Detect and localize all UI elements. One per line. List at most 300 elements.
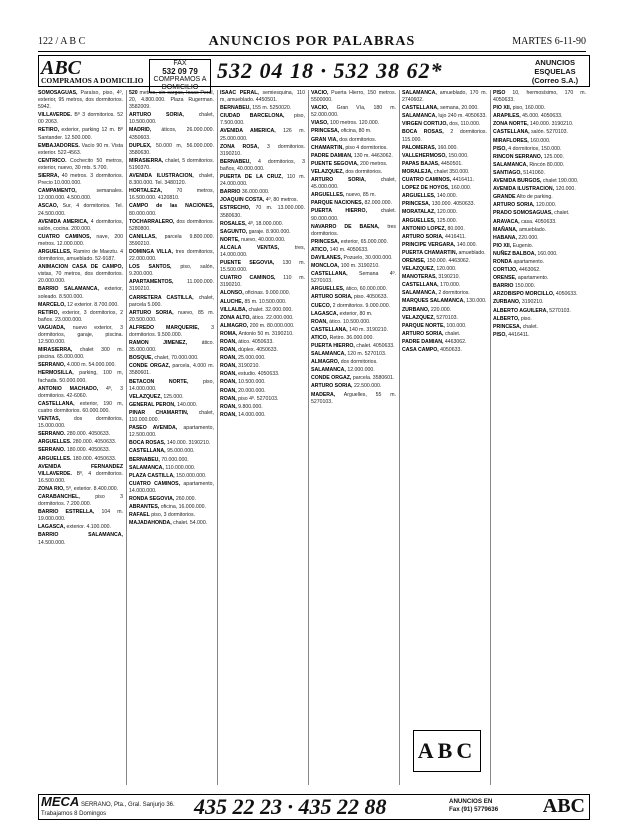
ad-text: dos, 110.000. — [449, 121, 481, 128]
column-divider — [126, 90, 127, 785]
ad-text: chalet. 32.000.000. — [248, 306, 293, 313]
ad-entry — [38, 416, 123, 430]
ad-heading: ARTURO SORIA, — [311, 177, 366, 184]
ad-heading: CENTRICO. — [38, 157, 67, 164]
ad-entry — [220, 355, 305, 362]
ad-text: Sur, 4 dormitorios. Tel. 24.500.000. — [38, 203, 123, 217]
ad-heading: CASTELLANA, — [402, 282, 439, 289]
ad-entry — [493, 162, 586, 169]
ad-entry — [402, 234, 487, 241]
ad-heading: PUENTE SEGOVIA, — [220, 260, 275, 267]
ad-text: 4050633. — [440, 347, 462, 353]
ad-entry — [129, 158, 214, 172]
ad-entry — [493, 291, 586, 298]
ad-heading: PAPAS BAJAS, — [402, 160, 440, 167]
ad-entry — [129, 173, 214, 187]
ad-text: chalet. 54.000. — [173, 520, 208, 527]
ad-entry — [493, 170, 586, 177]
ad-heading: ALCALA VENTAS, — [220, 244, 280, 251]
ad-entry — [311, 169, 396, 176]
fax-note: COMPRAMOS A DOMICILIO — [153, 76, 207, 91]
ad-text: parking, 100 m, fachada. 50.000.000. — [38, 370, 123, 384]
ad-heading: BARRIO — [493, 283, 514, 290]
ad-text: parcela. 3580601. — [352, 375, 395, 382]
ad-text: piso. — [520, 315, 532, 322]
ad-text: garaje. 8.900.000. — [248, 228, 291, 235]
ad-text: Retiro. 36.000.000. — [329, 334, 374, 341]
ad-heading: PISO, — [493, 145, 507, 152]
ad-entry — [220, 396, 305, 403]
ad-heading: SALAMANCA, — [311, 367, 346, 374]
ad-entry — [220, 260, 305, 274]
ad-entry — [402, 193, 487, 200]
column-divider — [308, 90, 309, 785]
ad-heading: EMBAJADORES. — [38, 142, 80, 149]
ad-text: 95.000.000. — [167, 448, 195, 455]
ad-text: 260.000. — [175, 495, 197, 502]
ad-entry — [129, 448, 214, 455]
ad-text: nave, 200 metros. 12.000.000. — [38, 233, 123, 247]
ad-text: 110 m. 3190210. — [220, 275, 305, 289]
ad-heading: ALFREDO MARQUERIE, — [129, 324, 200, 331]
ad-entry — [493, 186, 586, 193]
ad-text: 5270103. — [436, 314, 458, 321]
ad-heading: CUATRO CAMINOS, — [402, 177, 452, 184]
ad-heading: SANTIAGO, — [493, 169, 522, 176]
ad-heading: APARTAMENTOS, — [129, 279, 174, 286]
ad-entry — [402, 250, 487, 257]
ad-heading: CASTELLANA, — [311, 326, 348, 333]
phone-banner — [38, 55, 590, 91]
ad-heading: SALAMANCA, — [402, 90, 437, 96]
ad-text: 2 dormitorios. — [438, 290, 470, 297]
ad-heading: BARRIO SALAMANCA, — [38, 286, 99, 293]
ad-text: 4.000 m. 54.000.000. — [66, 362, 116, 369]
ad-entry — [220, 404, 305, 411]
ad-text: chalet 190.000. — [542, 178, 579, 185]
ad-entry — [311, 161, 396, 168]
ad-heading: ROAN, — [311, 318, 328, 325]
ad-entry — [129, 504, 214, 511]
ad-heading: ARAVACA, — [493, 218, 520, 225]
ad-text: Gran Vía, 180 m. 52.000.000. — [311, 105, 396, 119]
ad-entry — [402, 169, 487, 176]
ad-heading: SIERRA, — [38, 173, 60, 180]
ad-text: oficinas. 9.000.000. — [245, 290, 291, 297]
ad-text: 82.000.000. — [364, 200, 392, 207]
ad-entry — [493, 219, 586, 226]
ad-entry — [129, 410, 214, 424]
ad-entry — [493, 308, 586, 315]
ad-entry — [402, 121, 487, 128]
ad-entry — [129, 520, 214, 527]
ad-heading: AVENIDA AMERICA, — [220, 128, 276, 135]
ad-text: 4416411. — [508, 331, 530, 338]
ad-entry — [220, 105, 305, 112]
ad-entry — [38, 486, 123, 493]
ad-text: 125.000. — [163, 393, 184, 400]
ad-entry — [311, 319, 396, 326]
ad-heading: ARGUELLES, — [311, 286, 345, 293]
ad-text: 120 m. 5270103. — [347, 351, 387, 358]
ad-entry — [129, 394, 214, 401]
ad-heading: MIRASIERRA, — [129, 157, 164, 164]
ad-text: oficina, 80 m. — [340, 128, 372, 135]
ad-entry — [402, 339, 487, 346]
ad-text: ático. 22.000.000. — [252, 314, 294, 321]
ad-text: 5º, exterior. 8.400.000. — [66, 485, 119, 492]
ad-text: 150.000.000. — [176, 472, 207, 479]
ad-entry — [220, 331, 305, 338]
ad-text: 20.000.000. — [238, 387, 266, 394]
ad-text: 200 m. 80.000.000. — [249, 322, 295, 329]
ad-entry — [220, 159, 305, 173]
ad-entry — [220, 174, 305, 188]
ad-heading: MARQUES SALAMANCA, — [402, 298, 465, 305]
ad-text: 4 dormitorios, 150.000. — [508, 145, 562, 152]
ad-heading: VAGUADA, — [38, 324, 66, 331]
ad-heading: ALMAGRO, — [311, 359, 340, 366]
ad-heading: ARGUELLES, — [38, 248, 72, 255]
ad-heading: CUATRO CAMINOS, — [129, 480, 181, 487]
ad-heading: PUERTA CHAMARTIN, — [402, 249, 458, 256]
ad-entry — [311, 153, 396, 160]
ad-text: Bº, 4 dormitorios. 16.500.000. — [38, 470, 123, 484]
ad-text: exterior, parking 12 m. Bº Santander. 12.500.000. — [38, 127, 123, 141]
ad-heading: ANTONIO LOPEZ, — [402, 225, 446, 232]
ad-heading: BETACON NORTE, — [129, 378, 189, 385]
ad-text: 125.000. — [543, 153, 564, 160]
ad-heading: 520 — [129, 90, 138, 96]
ad-heading: SALAMANCA, — [402, 290, 437, 297]
ad-entry — [38, 310, 123, 324]
ad-heading: CAMPAMENTO, — [38, 188, 77, 195]
ad-entry — [220, 323, 305, 330]
ad-entry — [220, 245, 305, 259]
ad-text: Rincón 80.000. — [529, 161, 565, 168]
ad-heading: RETIRO, — [38, 309, 60, 316]
ad-heading: PRINCIPE VERGARA, — [402, 241, 456, 248]
ad-heading: SERRANO. — [38, 447, 66, 454]
ad-text: nuevo exterior, 3 dormitorios, garaje, piscina. 12.500.000. — [38, 324, 123, 346]
footer-phones: 435 22 23 · 435 22 88 — [194, 794, 387, 819]
ad-heading: ARTURO SORIA, — [402, 330, 444, 337]
ad-text: 5141060. — [523, 169, 545, 176]
ad-entry — [402, 347, 487, 354]
ad-text: chalet. 90.000.000. — [311, 208, 396, 222]
ad-heading: PADRE DAMIAN, — [311, 152, 353, 159]
ad-heading: RINCON SERRANO, — [493, 153, 543, 160]
ad-heading: PRINCESA, — [311, 238, 340, 245]
ad-text: piso, 3 dormitorios. — [151, 512, 196, 519]
ad-text: 155 m. 5250020. — [252, 105, 292, 112]
ad-text: 200 metros. — [360, 160, 388, 167]
ad-text: chalet, 70.000.000. — [154, 355, 199, 362]
ad-heading: ALMAGRO, — [220, 322, 249, 329]
ad-entry — [38, 127, 123, 141]
ad-heading: ZURBANO, — [402, 306, 430, 313]
ad-heading: ALONSO, — [220, 290, 244, 297]
ad-text: 2 dormitorios. 9.000.000. — [332, 302, 391, 309]
ad-heading: VILLALBA, — [220, 306, 248, 313]
ad-heading: ALBERTO AGUILERA, — [493, 307, 548, 314]
ad-text: exterior, soleado. 8.500.000. — [38, 286, 123, 300]
ad-heading: VELAZQUEZ, — [402, 266, 435, 273]
ad-heading: SALAMANCA, — [129, 464, 164, 471]
footer-anuncios-label: ANUNCIOS EN — [449, 798, 493, 805]
ad-heading: BOSQUE, — [129, 355, 153, 362]
ad-entry — [38, 494, 123, 508]
ad-entry — [402, 153, 487, 160]
ad-entry — [402, 129, 487, 143]
ad-entry — [402, 298, 487, 305]
ad-text: piso, salón, 9.200.000. — [129, 264, 214, 278]
ad-heading: BARRIO SALAMANCA, — [38, 532, 123, 539]
ad-entry — [311, 239, 396, 246]
ad-text: 140.000. — [177, 401, 198, 408]
ad-text: piso 4º. 5270103. — [238, 395, 279, 402]
ad-text: 180.000. 4050633. — [72, 455, 117, 462]
ad-text: piso 3 dormitorios. 7.200.000. — [38, 493, 123, 508]
banner-phones: 532 04 18 · 532 38 62* — [217, 58, 443, 83]
ad-heading: RETIRO, — [38, 127, 60, 134]
ad-entry — [402, 201, 487, 208]
ad-entry — [38, 509, 123, 523]
ad-entry — [493, 105, 586, 112]
ad-entry — [129, 264, 214, 278]
ad-entry — [493, 90, 586, 104]
ad-entry — [493, 316, 586, 323]
ad-heading: HABANA, — [493, 234, 517, 241]
ad-text: amueblado. — [458, 249, 486, 256]
ad-heading: CASTELLANA, — [493, 129, 530, 136]
ad-text: 45.000. 4050633. — [522, 113, 563, 120]
ad-entry — [311, 351, 396, 358]
ad-heading: ARTURO SORIA, — [129, 309, 174, 316]
ad-heading: VENTAS, — [38, 416, 61, 423]
ad-entry — [220, 90, 305, 104]
ad-text: 120.000. — [555, 186, 576, 193]
ad-heading: MIRAFLORES, — [493, 137, 529, 144]
ad-text: 12 exterior. 8.700.000. — [67, 301, 119, 308]
ad-text: chalet. — [554, 210, 570, 217]
ad-text: 130.000. 4050633. — [431, 201, 475, 208]
ad-entry — [311, 255, 396, 262]
ad-text: 36.000.000. — [241, 189, 270, 196]
ad-heading: ISAAC PERAL, — [220, 90, 259, 96]
ad-entry — [129, 440, 214, 447]
ad-text: 130.000. — [466, 298, 487, 305]
ad-text: 140.000. 3190210. — [166, 440, 211, 447]
ad-text: Paraíso, piso, 4º, exterior, 95 metros, dos dormitorios. 5942. — [38, 90, 123, 111]
ad-text: 280.000. 4050633. — [66, 431, 111, 438]
ad-heading: PADRE DAMIAN, — [402, 338, 444, 345]
ad-heading: SAGUNTO, — [220, 228, 248, 235]
ad-text: 170.000. — [440, 282, 461, 289]
ad-text: piso 4 dormitorios. — [345, 144, 388, 151]
ad-entry — [402, 90, 487, 104]
footer-abc-logo: ABC — [542, 795, 585, 817]
ad-text: exterior, 65.000.000. — [340, 238, 389, 245]
ad-entry — [493, 259, 586, 266]
ad-heading: MANOTERAS, — [402, 274, 437, 281]
ad-entry — [493, 267, 586, 274]
ad-text: estudio. 4050633. — [238, 371, 280, 378]
ad-heading: BARRIO — [220, 189, 241, 196]
ad-text: lujo 240 m. 4050633. — [438, 113, 487, 120]
ad-heading: RAFAEL — [129, 512, 150, 519]
ad-entry — [311, 224, 396, 238]
ad-entry — [402, 274, 487, 281]
ad-entry — [220, 205, 305, 219]
ad-text: ático, 60.000.000. — [345, 286, 388, 293]
ad-heading: ARZOBISPO MORCILLO, — [493, 291, 555, 298]
fax-label: FAX — [173, 60, 187, 67]
ad-heading: VIRGEN CORTIJO, — [402, 121, 448, 128]
ad-heading: LOPEZ DE HOYOS, — [402, 185, 450, 192]
ad-heading: HORTALEZA, — [129, 188, 163, 195]
ad-text: parcela, 4.000 m. 3580601. — [129, 363, 214, 377]
ad-text: 4 dormitorios, 3 baños, 40.000.000. — [220, 158, 305, 172]
ad-text: 104 m. 19.000.000. — [38, 509, 123, 523]
issue-date: MARTES 6-11-90 — [512, 36, 586, 47]
ad-text: 3190210. — [521, 299, 544, 306]
ad-entry — [129, 112, 214, 126]
ad-entry — [402, 258, 487, 265]
ad-text: 4463062. — [518, 267, 541, 274]
ad-entry — [129, 481, 214, 495]
ad-heading: VELAZQUEZ, — [129, 393, 162, 400]
ad-entry — [220, 315, 305, 322]
page-title: ANUNCIOS POR PALABRAS — [208, 34, 416, 49]
ad-column-3 — [220, 90, 305, 785]
ad-heading: ATICO, — [311, 334, 329, 341]
ad-entry — [38, 456, 123, 463]
ad-heading: ARTURO SORIA, — [311, 383, 353, 390]
ad-text: 4º, 80 metros. — [265, 197, 298, 204]
ad-text: 150.000. — [448, 152, 469, 159]
ad-text: piso, 160.000. — [512, 105, 546, 112]
ad-heading: PUERTA DE LA CRUZ, — [220, 174, 283, 181]
ad-heading: ARGUELLES, — [311, 192, 345, 199]
ad-entry — [311, 375, 396, 382]
ad-text: 160.000. — [437, 144, 458, 151]
ad-entry — [402, 185, 487, 192]
ad-entry — [38, 386, 123, 400]
ad-heading: SALAMANCA, — [402, 113, 437, 120]
ad-entry — [311, 359, 396, 366]
ad-text: dos dormitorios. — [345, 168, 383, 175]
ad-entry — [38, 203, 123, 217]
ad-heading: PUENTE SEGOVIA, — [311, 160, 359, 167]
ad-text: semanales. 12.000.000. 4.500.000. — [38, 188, 123, 202]
ad-text: apartamento. — [513, 258, 545, 265]
ad-entry — [402, 282, 487, 289]
ad-entry — [311, 263, 396, 270]
ad-heading: BERNABEU, — [220, 158, 251, 165]
footer-left — [41, 794, 191, 819]
esquelas-label: ANUNCIOS ESQUELAS (Correo S.A.) — [531, 58, 579, 85]
ad-text: chalet, 45.000.000. — [311, 177, 396, 191]
ad-heading: CONDE ORGAZ, — [129, 363, 171, 370]
ad-text: chalet, parcela 5.000. — [129, 294, 214, 308]
ad-heading: CUATRO CAMINOS, — [220, 275, 276, 282]
ad-entry — [311, 120, 396, 127]
ad-heading: SALAMANCA, — [311, 351, 346, 358]
ad-entry — [129, 188, 214, 202]
ad-entry — [129, 310, 214, 324]
ad-text: Eugenio. — [512, 242, 534, 249]
ad-text: apartamento, 14.000.000. — [129, 480, 214, 494]
ad-entry — [311, 286, 396, 293]
ad-text: tres dormitorios. — [311, 223, 396, 237]
ad-entry — [402, 145, 487, 152]
ad-text: piso, 14.000.000. — [129, 378, 214, 392]
ad-text: amueblado. — [518, 226, 547, 233]
ad-text: nuevo, 85 m. 20.500.000. — [129, 309, 214, 323]
ad-entry — [38, 302, 123, 309]
ad-text: dos dormitorios. — [340, 359, 378, 366]
ad-heading: GRAN VIA, — [311, 136, 338, 143]
meca-logo: MECA — [41, 794, 80, 809]
ad-text: 3190210. — [438, 274, 460, 281]
ad-heading: PUERTA HIERRO, — [311, 208, 368, 215]
ad-entry — [38, 532, 123, 546]
ad-text: 4416411. — [452, 177, 474, 184]
ad-entry — [129, 143, 214, 157]
ad-entry — [220, 275, 305, 289]
ad-entry — [38, 112, 123, 126]
ad-text: 140.000. — [436, 193, 458, 200]
ad-entry — [220, 144, 305, 158]
ad-text: 140.000. — [456, 241, 477, 248]
ad-text: 130 m. 15.500.000. — [220, 260, 305, 274]
ad-entry — [493, 146, 586, 153]
ad-text: 10.500.000. — [238, 379, 266, 386]
ad-heading: ARTURO SORIA, — [311, 294, 353, 301]
ad-entry — [38, 158, 123, 172]
ad-heading: AVENIDA ILUSTRACION, — [129, 173, 194, 180]
ad-text: 220.000. — [430, 306, 452, 313]
ad-heading: VELAZQUEZ, — [402, 314, 435, 321]
ad-text: 125.000. — [436, 217, 458, 224]
ad-text: 130 m. 4463062. — [353, 152, 393, 159]
ad-entry — [38, 234, 123, 248]
ad-entry — [493, 227, 586, 234]
ad-entry — [38, 439, 123, 446]
ad-heading: CUATRO CAMINOS, — [38, 233, 92, 240]
ad-text: chalet, 5 dormitorios. 5190370. — [129, 157, 214, 171]
ad-entry — [129, 496, 214, 503]
ad-entry — [220, 229, 305, 236]
ad-heading: GENERAL PERON, — [129, 401, 176, 408]
ad-entry — [311, 145, 396, 152]
ad-heading: LAGASCA, — [38, 524, 66, 531]
ad-text: 100.000. — [446, 322, 467, 329]
ad-entry — [220, 363, 305, 370]
ad-text: 4 dormitorios, salón, cocina. 200.000. — [38, 218, 123, 232]
ad-text: dúplex. 4050633. — [238, 347, 278, 354]
ad-entry — [220, 290, 305, 297]
fax-number: 532 09 79 — [162, 67, 198, 76]
ad-entry — [220, 371, 305, 378]
ad-text: exterior. 4.100.000. — [66, 524, 111, 531]
ad-text: Antonio 50 m. 3190210. — [238, 330, 294, 337]
ad-entry — [38, 173, 123, 187]
ad-text: 3 dormitorios. 3190210. — [220, 143, 305, 157]
ad-text: 5270103. — [549, 307, 571, 314]
ad-entry — [493, 154, 586, 161]
